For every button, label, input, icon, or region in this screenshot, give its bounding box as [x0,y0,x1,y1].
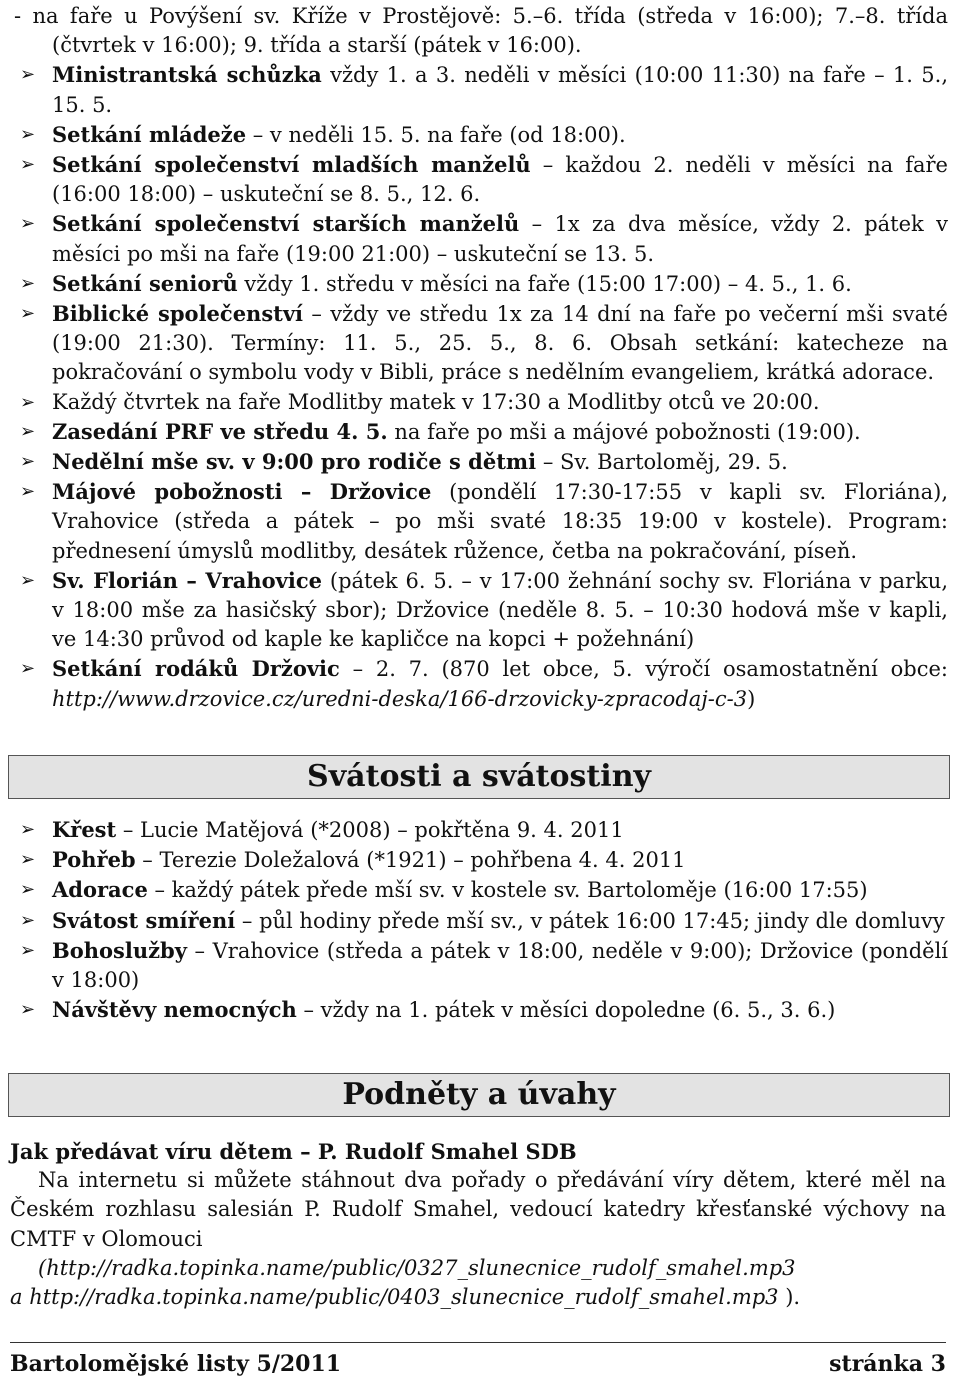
arrow-bullet-icon: ➢ [20,154,36,176]
item-text: – každý pátek přede mší sv. v kostele sv. Bartoloměje (16:00 17:55) [147,878,868,903]
item-title: Setkání společenství mladších manželů [52,152,531,178]
list-item [14,654,948,713]
schedule-first-line-text: - na faře u Povýšení sv. Kříže v Prostějově: 5.–6. třída (středa v 16:00); 7.–8. třída (čtvrtek v 16:00); 9. třída a starší (pátek v 16:00). [14,4,948,58]
link-2[interactable]: http://radka.topinka.name/public/0403_slunecnice_rudolf_smahel.mp3 [29,1285,779,1310]
arrow-bullet-icon: ➢ [20,391,36,413]
link-joiner: a [10,1285,30,1310]
list-item [14,209,948,268]
item-title: Setkání rodáků Držovic [52,656,340,682]
link-suffix: ). [778,1285,801,1310]
list-item [14,447,948,477]
item-title: Biblické společenství [52,301,304,327]
link-prefix: ( [38,1255,47,1280]
article-link-line-2 [10,1283,946,1312]
item-text: – každou 2. neděli v měsíci na faře (16:00 18:00) – uskuteční se 8. 5., 12. 6. [52,153,948,207]
list-item [14,120,948,150]
section-title-text: Svátosti a svátostiny [307,759,651,794]
item-text: – 2. 7. (870 let obce, 5. výročí osamostatnění obce: [339,657,948,682]
item-text: vždy 1. a 3. neděli v měsíci (10:00 11:30) na faře – 1. 5., 15. 5. [52,63,948,117]
list-item [14,388,948,417]
arrow-bullet-icon: ➢ [20,849,36,871]
item-link[interactable]: http://www.drzovice.cz/uredni-deska/166-drzovicky-zpracodaj-c-3 [52,686,748,711]
footer-publication: Bartolomějské listy 5/2011 [10,1351,342,1377]
item-text: – Sv. Bartoloměj, 29. 5. [536,450,788,475]
item-text: na faře po mši a májové pobožnosti (19:00). [387,419,861,444]
schedule-first-line [14,2,948,60]
list-item [14,995,948,1025]
item-title: Sv. Florián – Vrahovice [52,567,322,593]
item-text: (pátek 6. 5. – v 17:00 žehnání sochy sv. Floriána v parku, v 18:00 mše za hasičský sbor); Držovice (neděle 8. 5. – 10:30 hodová mše v kapli, ve 14:30 průvod od kaple ke kapličce na kopci + požehnání) [52,568,948,652]
item-title: Májové pobožnosti – Držovice [52,479,432,505]
arrow-bullet-icon: ➢ [20,481,36,503]
item-text: – 1x za dva měsíce, vždy 2. pátek v měsíci po mši na faře (19:00 21:00) – uskuteční se 13. 5. [52,212,948,266]
section-title-reflections [8,1073,950,1117]
article-link-line-1 [10,1254,946,1283]
item-title: Bohoslužby [52,937,187,963]
item-text: – vždy na 1. pátek v měsíci dopoledne (6. 5., 3. 6.) [296,998,836,1023]
arrow-bullet-icon: ➢ [20,909,36,931]
item-text: (pondělí 17:30-17:55 v kapli sv. Floriána), Vrahovice (středa a pátek – po mši svaté 18:35 19:00 v kostele). Program: přednesení úmyslů modlitby, desátek růžence, četba na pokračování, píseň. [52,480,948,563]
item-title: Návštěvy nemocných [52,997,297,1023]
item-title: Svátost smíření [52,907,236,933]
article-body: Na internetu si můžete stáhnout dva pořady o předávání víry dětem, které měl na Českém rozhlasu salesián P. Rudolf Smahel, vedoucí katedry křesťanské výchovy na CMTF v Olomouci [10,1168,946,1251]
arrow-bullet-icon: ➢ [20,213,36,235]
footer-page-number: stránka 3 [829,1351,946,1377]
item-title: Setkání společenství starších manželů [52,211,520,237]
item-title: Setkání seniorů [52,270,238,296]
item-text: Každý čtvrtek na faře Modlitby matek v 17:30 a Modlitby otců ve 20:00. [52,389,820,414]
list-item [14,477,948,566]
item-text: – Lucie Matějová (*2008) – pokřtěna 9. 4. 2011 [116,818,624,842]
item-text: – Vrahovice (středa a pátek v 18:00, neděle v 9:00); Držovice (pondělí v 18:00) [52,938,948,993]
arrow-bullet-icon: ➢ [20,123,36,145]
arrow-bullet-icon: ➢ [20,420,36,442]
link-1[interactable]: http://radka.topinka.name/public/0327_slunecnice_rudolf_smahel.mp3 [46,1255,796,1280]
item-text: – vždy ve středu 1x za 14 dní na faře po večerní mši svaté (19:00 21:30). Termíny: 11. 5., 25. 5., 8. 6. Obsah setkání: katecheze na pokračování o symbolu vody v Bibli, práce s nedělním evangeliem, krátká adorace. [52,302,948,385]
page-footer [10,1342,946,1379]
list-item [14,60,948,119]
arrow-bullet-icon: ➢ [20,999,36,1021]
arrow-bullet-icon: ➢ [20,272,36,294]
arrow-bullet-icon: ➢ [20,569,36,591]
schedule-items [14,60,948,713]
list-item [14,845,948,875]
item-text: – půl hodiny přede mší sv., v pátek 16:00 17:45; jindy dle domluvy [235,908,945,933]
schedule-list [14,2,948,714]
list-item [14,417,948,447]
item-title: Setkání mládeže [52,121,247,147]
item-title: Ministrantská schůzka [52,62,322,88]
arrow-bullet-icon: ➢ [20,819,36,840]
arrow-bullet-icon: ➢ [20,879,36,901]
item-title: Zasedání PRF ve středu 4. 5. [52,418,388,444]
article-heading: Jak předávat víru dětem – P. Rudolf Smahel SDB [10,1139,577,1164]
article [10,1137,946,1312]
arrow-bullet-icon: ➢ [20,658,36,680]
item-title: Křest [52,817,117,842]
arrow-bullet-icon: ➢ [20,64,36,86]
item-text: – Terezie Doležalová (*1921) – pohřbena 4. 4. 2011 [135,848,686,873]
item-tail: ) [747,686,756,711]
list-item [14,299,948,388]
arrow-bullet-icon: ➢ [20,451,36,473]
list-item [14,269,948,299]
list-item [14,566,948,655]
list-item [14,936,948,995]
list-item [14,150,948,209]
item-title: Pohřeb [52,847,136,873]
item-text: – v neděli 15. 5. na faře (od 18:00). [246,122,626,147]
sacraments-list [14,815,948,1025]
item-text: vždy 1. středu v měsíci na faře (15:00 17:00) – 4. 5., 1. 6. [237,271,852,296]
item-title: Nedělní mše sv. v 9:00 pro rodiče s dětmi [52,449,537,475]
list-item [14,906,948,936]
section-title-text: Podněty a úvahy [342,1077,616,1112]
arrow-bullet-icon: ➢ [20,939,36,961]
item-title: Adorace [52,877,148,903]
arrow-bullet-icon: ➢ [20,303,36,325]
list-item [14,815,948,845]
section-title-sacraments [8,755,950,799]
list-item [14,875,948,905]
